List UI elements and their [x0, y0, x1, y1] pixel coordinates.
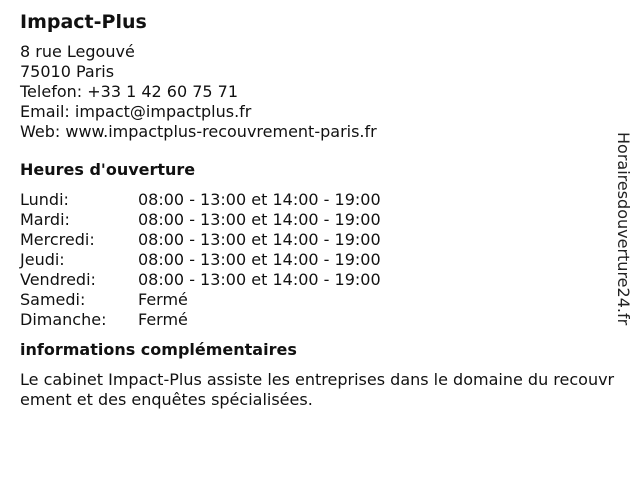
email-address: Email: impact@impactplus.fr — [20, 102, 252, 121]
day-hours: 08:00 - 13:00 et 14:00 - 19:00 — [138, 270, 381, 289]
hours-row-sunday — [20, 310, 620, 330]
company-name: Impact-Plus — [20, 11, 147, 33]
hours-row-monday — [20, 190, 620, 210]
phone-number: Telefon: +33 1 42 60 75 71 — [20, 82, 239, 101]
website-address: Web: www.impactplus-recouvrement-paris.fr — [20, 122, 377, 141]
day-label: Jeudi: — [20, 250, 65, 269]
hours-row-friday — [20, 270, 620, 290]
hours-row-saturday — [20, 290, 620, 310]
opening-hours-heading: Heures d'ouverture — [20, 160, 196, 179]
day-hours: Fermé — [138, 290, 188, 309]
day-label: Dimanche: — [20, 310, 107, 329]
day-hours: 08:00 - 13:00 et 14:00 - 19:00 — [138, 190, 381, 209]
address-city: 75010 Paris — [20, 62, 115, 81]
day-hours: Fermé — [138, 310, 188, 329]
day-label: Vendredi: — [20, 270, 96, 289]
day-label: Samedi: — [20, 290, 86, 309]
day-label: Lundi: — [20, 190, 69, 209]
additional-info-heading: informations complémentaires — [20, 340, 297, 359]
additional-info-text: Le cabinet Impact-Plus assiste les entreprises dans le domaine du recouvrement et des enquêtes spécialisées. — [20, 370, 615, 409]
hours-row-wednesday — [20, 230, 620, 250]
hours-row-thursday — [20, 250, 620, 270]
address-street: 8 rue Legouvé — [20, 42, 135, 61]
day-hours: 08:00 - 13:00 et 14:00 - 19:00 — [138, 250, 381, 269]
site-watermark: Horairesdouverture24.fr — [614, 132, 633, 326]
day-label: Mercredi: — [20, 230, 95, 249]
business-listing — [20, 10, 620, 410]
day-label: Mardi: — [20, 210, 70, 229]
contact-block — [20, 42, 620, 142]
day-hours: 08:00 - 13:00 et 14:00 - 19:00 — [138, 230, 381, 249]
opening-hours-table — [20, 190, 620, 330]
day-hours: 08:00 - 13:00 et 14:00 - 19:00 — [138, 210, 381, 229]
hours-row-tuesday — [20, 210, 620, 230]
